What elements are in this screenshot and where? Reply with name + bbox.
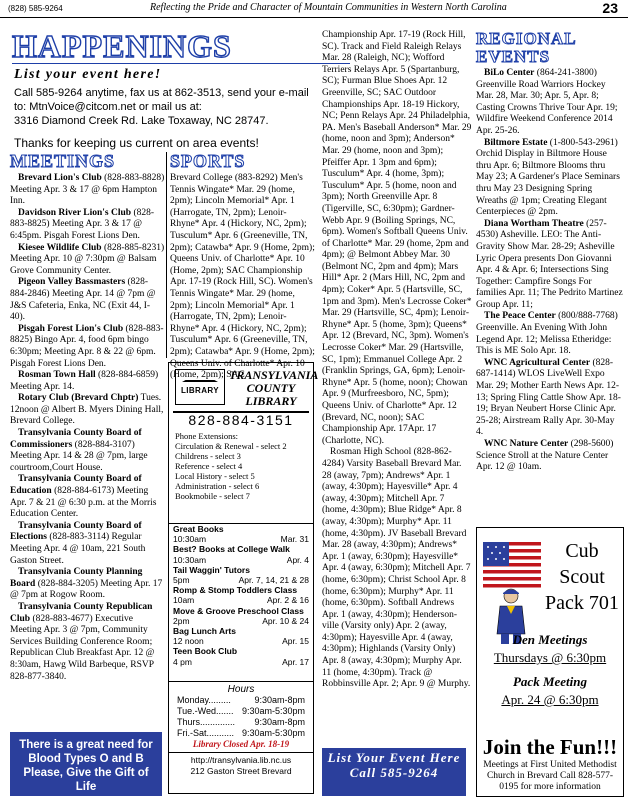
hours-row (169, 728, 313, 739)
library-class-row (169, 646, 313, 656)
library-class-date: Apr. 2 & 16 (266, 595, 309, 606)
american-flag-icon (483, 542, 541, 588)
library-class-name: Tail Waggin' Tutors (173, 564, 250, 575)
hours-row (169, 706, 313, 717)
meeting-org: Pisgah Forest Lion's Club (18, 323, 124, 334)
regional-details: (800/888-7768) Greenville. An Evening With John Legend Apr. 12; Melissa Etheridge: This is ME Solo Apr. 18. (476, 311, 618, 357)
thanks-line: Thanks for keeping us current on area events! (14, 136, 259, 150)
page-number: 23 (602, 0, 618, 16)
scout-title-line-2: Pack 701 (545, 592, 619, 614)
library-classes (169, 523, 313, 667)
regional-details: (1-800-543-2961) Orchid Display in Biltmore House thru Apr. 6; Biltmore Blooms thru May 23; A Gardener's Place Seminars thru May 23 Designing Spring Wreaths @ 1pm; Creating Elegant Centerpieces @ 2pm. (476, 137, 620, 218)
regional-org: WNC Nature Center (484, 439, 569, 449)
cub-scout-ad (476, 527, 624, 797)
library-class-name: Best? Books at College Walk (173, 544, 290, 555)
hours-time: 9:30am-5:30pm (241, 706, 305, 716)
library-class-name: Teen Book Club (173, 646, 238, 657)
header-tagline: Reflecting the Pride and Character of Mountain Communities in Western North Carolina (150, 2, 507, 13)
meeting-item (10, 277, 165, 323)
regional-item (476, 358, 624, 439)
sports-heading: SPORTS (170, 151, 246, 171)
meeting-org: Pigeon Valley Bassmasters (18, 277, 126, 288)
regional-column (476, 30, 624, 474)
scout-location: Meetings at First United Methodist Church in Brevard Call 828-577-0195 for more information (483, 760, 617, 792)
library-box (168, 362, 319, 794)
library-extension: Administration - select 6 (175, 481, 260, 491)
library-closed: Library Closed Apr. 18-19 (192, 739, 290, 749)
hours-day: Thurs.............. (177, 717, 236, 727)
address-line: 3316 Diamond Creek Rd. Lake Toxaway, NC 28747. (14, 115, 269, 127)
meeting-org: Transylvania County Board of Elections (10, 520, 142, 543)
meeting-item (10, 567, 165, 602)
library-class-row (169, 606, 313, 616)
library-logo (175, 369, 225, 405)
title-rule (12, 63, 350, 64)
regional-item (476, 68, 624, 138)
meeting-details: (828-884-2846) Meeting Apr. 14 @ 7pm @ J&S Cafeteria, Enka, NC (Exit 44, I-40). (10, 277, 156, 323)
meeting-org: Davidson River Lion's Club (18, 207, 132, 218)
library-title: TRANSYLVANIA COUNTY LIBRARY (229, 368, 319, 408)
meeting-details: (828-883-8825) Meeting Apr. 3 & 17 @ 6:45pm. Pisgah Forest Lions Den. (10, 207, 155, 241)
header-phone: (828) 585-9264 (8, 4, 63, 13)
list-event-subtitle: List your event here! (14, 67, 162, 82)
list-event-box: List Your Event Here Call 585-9264 (322, 748, 466, 796)
hours-day: Fri.-Sat........... (177, 728, 235, 738)
regional-details: (864-241-3800) Greenville Road Warriors Hockey Mar. 28, Mar. 30; Apr. 5, Apr. 8; Casting Crowns Thrive Tour Apr. 19; Wildfire Weekend Conference 2014 Apr. 25-26. (476, 68, 618, 136)
pack-meeting-label: Pack Meeting (512, 674, 587, 689)
regional-list (476, 68, 624, 474)
sports-brevard-continued: Championship Apr. 17-19 (Rock Hill, SC). Track and Field Raleigh Relays Mar. 28 (Raleigh, NC); Wofford Terriers Relays Apr. 5 (Spartanburg, SC); Furman Blue Shoes Apr. 12 Greenville, SC; SAC Outdoor Championships Apr. 18-19 Hickory, NC; Penn Relays Apr. 24 Philadelphia, PA. Men's Baseball Anderson* Mar. 29 (home, noon and 3pm); Anderson* Mar. 29 (home, noon and 3pm); Pfeiffer Apr. 1 3pm and 6pm); Tusculum* Apr. 4 (home, 3pm); Tusculum* Apr. 5 (home, noon and 3pm); North Greenville Apr. 8 (Tigerville, SC, 6:30pm); Gardner-Webb Apr. 9 (Boiling Springs, NC, 6pm). Women's Softball Queens Univ. of Charlotte* Mar. 29 (home, 2pm and 4pm); @ Belmont Abbey Mar. 30 (Belmont NC, 2pm and 4pm); Mars Hill* Apr. 2 (Mars Hill, NC, 2pm and 4pm); Coker* Apr. 5 (Hartsville, SC, 1pm and 3pm). Men's Lecrosse Coker* Mar. 29 (Hartsville, SC, 4pm); Lenoir-Rhyne* Apr. 5 (home, 3pm); Queens* Apr. 12 (Brevard, NC, 3pm). Women's Lecrosse Coker* Mar. 29 (Hartsville, SC, 1pm); Emmanuel College Apr. 2 (Franklin Springs, GA, 6pm); Lenoir-Rhyne* Apr. 5 (home, noon); Chowan Apr. 9 (Murfreesboro, NC, 5pm); Queens Univ. of Charlotte* Apr. 12 (Brevard, NC, noon); SAC Championship Apr. 17Apr. 17 (Charlotte, NC). (322, 30, 472, 446)
library-class-name: 12 noon (173, 636, 204, 647)
library-class-row (169, 616, 313, 626)
meeting-details: (828-883-3114) Regular Meeting Apr. 4 @ 10am, 221 South Gaston Street. (10, 532, 146, 566)
meeting-item (10, 173, 165, 208)
library-class-row (169, 544, 313, 554)
den-meetings-label: Den Meetings (512, 632, 588, 647)
hours-list (169, 695, 313, 739)
hours-time: 9:30am-8pm (254, 695, 305, 705)
happenings-title: HAPPENINGS (12, 28, 232, 64)
meeting-item (10, 243, 165, 278)
meeting-org: Transylvania County Board of Commissioners (10, 428, 142, 450)
regional-details: (257-4530) Asheville. LEO: The Anti-Gravity Show Mar. 28-29; Asheville Lyric Opera presents Don Giovanni Apr. 4 & Apr. 6; Intersections Sing Together: Campfire Songs For families Apr. 11; The Pedrito Martinez Group Apr. 11; (476, 218, 623, 310)
meeting-details: (828-884-6173) Meeting Apr. 7 & 21 @ 6:30 p.m. at the Morris Education Center. (10, 486, 157, 520)
meeting-details: (828-884-3205) Meeting Apr. 17 @ 7pm at Rogow Room. (10, 578, 163, 601)
hours-time: 9:30am-5:30pm (241, 728, 305, 738)
library-class-name: Move & Groove Preschool Class (173, 605, 304, 616)
regional-item (476, 219, 624, 312)
meeting-item (10, 474, 165, 520)
library-extension: Local History - select 5 (175, 471, 255, 481)
meeting-details: (828-883-4677) Executive Meeting Apr. 3 @ 7pm, Community Services Building Conference Room; Republican Club Breakfast Apr. 12 @ 8:30am, Hawg Wild Barbeque, RSVP 828-877-3840. (10, 613, 155, 682)
regional-org: WNC Agricultural Center (484, 357, 591, 368)
hours-row (169, 717, 313, 728)
library-class-date: Apr. 10 & 24 (262, 615, 309, 626)
meeting-details: (828-884-6859) Meeting Apr. 14. (10, 370, 159, 392)
hours-title: Hours (227, 684, 255, 695)
page-header (0, 0, 628, 18)
meeting-details: (828-883-8825) Bingo Apr. 4, food 6pm bingo 6:30pm; Meeting Apr. 8 & 22 @ 6pm. Pisgah Forest Lions Den. (10, 323, 164, 369)
regional-item (476, 311, 624, 357)
library-hours (169, 681, 313, 777)
library-url[interactable]: http://transylvania.lib.nc.us (169, 752, 313, 766)
regional-item (476, 439, 624, 474)
hours-time: 9:30am-8pm (254, 717, 305, 727)
regional-org: Diana Wortham Theatre (484, 218, 584, 229)
scout-title-line-1: Cub Scout (559, 540, 605, 588)
library-class-row (169, 626, 313, 636)
meeting-org: Transylvania County Planning Board (10, 567, 143, 589)
library-class-date: Apr. 4 (286, 554, 309, 565)
sports-column-1 (170, 152, 316, 382)
library-extensions (175, 431, 309, 501)
meeting-details: (828-885-8231) Meeting Apr. 10 @ 7:30pm @ Balsam Grove Community Center. (10, 242, 165, 276)
hours-day: Monday......... (177, 695, 231, 705)
meeting-item (10, 521, 165, 567)
meeting-item (10, 324, 165, 370)
meeting-details: (828-884-3107) Meeting Apr. 14 & 28 @ 7pm, large courtroom,Court House. (10, 439, 148, 473)
call-line: Call 585-9264 anytime, fax us at 862-3513, send your e-mail (14, 87, 309, 99)
library-class-row (169, 524, 313, 534)
library-roof-icon (182, 372, 218, 382)
hours-row (169, 695, 313, 706)
meetings-heading: MEETINGS (10, 151, 116, 171)
regional-org: BiLo Center (484, 68, 535, 78)
library-class-name: Romp & Stomp Toddlers Class (173, 585, 298, 596)
library-class-date: Apr. 15 (282, 636, 309, 647)
meeting-org: Rotary Club (Brevard Chptr) (18, 393, 139, 404)
meeting-org: Transylvania County Republican Club (10, 601, 153, 624)
library-class-name: 10am (173, 595, 195, 606)
library-extension: Reference - select 4 (175, 461, 243, 471)
library-class-row (169, 565, 313, 575)
regional-details: (828-687-1414) WLOS LiveWell Expo Mar. 29; Mother Earth News Apr. 12-13; Spring Fling Cattle Show Apr. 18-19; Bryan Neubert Horse Clinic Apr. 25-28; Airstream Rally Apr. 30-May 4. (476, 357, 621, 438)
blood-banner: There is a great need for Blood Types O and B Please, Give the Gift of Life (10, 732, 162, 796)
meeting-org: Rosman Town Hall (18, 370, 96, 381)
library-class-name: 10:30am (173, 534, 207, 545)
library-extension: Bookmobile - select 7 (175, 491, 250, 501)
meeting-org: Transylvania County Board of Education (10, 474, 142, 497)
pack-meeting-time: Apr. 24 @ 6:30pm (501, 692, 599, 707)
library-class-name: 4 pm (173, 656, 192, 667)
column-divider (166, 152, 167, 358)
library-phone: 828-884-3151 (173, 411, 309, 425)
library-class-row (169, 657, 313, 667)
library-extension: Childrens - select 3 (175, 451, 241, 461)
library-logo-text: LIBRARY (180, 386, 220, 395)
meeting-org: Brevard Lion's Club (18, 173, 102, 183)
sports-rosman-high: Rosman High School (828-862-4284) Varsity Baseball Brevard Mar. 28 (away, 7pm); Andrews* Apr. 1 (away, 4:30pm); Hayesville* Apr. 4 (away, 4:30pm); Mitchell Apr. 7 (home, 4:30pm); Blue Ridge* Apr. 8 (away, 4:30pm); Murphy* Apr. 11 (home, 4:30pm). JV Baseball Brevard Mar. 28 (away, 4:30pm); Andrews* Apr. 1 (away, 6:30pm); Hayesville* Apr. 4 (away, 6:30pm); Mitchell Apr. 7 (home, 6:30pm); Christ School Apr. 8 (home, 6:30pm); Murphy* Apr. 11 (home, 6:30pm). Softball Andrews Apr. 1 (away, 4:30pm); Henderson-ville (Varsity only) Apr. 2 (away, 4:30pm); Hayesville Apr. 4 (away, 4:30pm); Highlands (Varsity Only) Apr. 8 (away, 4:30pm); Murphy Apr. 11 (home, 4:30pm). Track @ Robbinsville Apr. 2; Apr. 9 @ Murphy. (322, 447, 471, 690)
regional-org: Biltmore Estate (484, 137, 548, 148)
meetings-list (10, 173, 165, 683)
library-class-name: Great Books (173, 524, 224, 534)
sports-column-2 (322, 30, 472, 691)
meeting-item (10, 208, 165, 243)
join-the-fun: Join the Fun!!! (482, 735, 618, 759)
library-class-name: 2pm (173, 615, 190, 626)
library-class-name: Bag Lunch Arts (173, 626, 236, 637)
library-class-row (169, 636, 313, 646)
library-class-row (169, 585, 313, 595)
library-class-row (169, 534, 313, 544)
library-extension: Circulation & Renewal - select 2 (175, 441, 287, 451)
meeting-details: Tues. 12noon @ Albert B. Myers Dining Hall, Brevard College. (10, 393, 164, 427)
meetings-column (10, 152, 165, 683)
meeting-org: Kiesee Wildlife Club (18, 242, 102, 253)
regional-details: (298-5600) Science Stroll at the Nature Center Apr. 12 @ 10am. (476, 439, 614, 473)
library-class-name: 10:30am (173, 554, 207, 565)
regional-org: The Peace Center (484, 311, 556, 322)
meeting-item (10, 393, 165, 428)
scout-title (541, 538, 623, 616)
library-address: 212 Gaston Street Brevard (190, 766, 292, 776)
library-class-name: 5pm (173, 575, 190, 586)
regional-item (476, 138, 624, 219)
library-extension: Phone Extensions: (175, 431, 239, 441)
meeting-details: (828-883-8828) Meeting Apr. 3 & 17 @ 6pm Hampton Inn. (10, 173, 165, 207)
library-class-row (169, 595, 313, 605)
library-class-row (169, 575, 313, 585)
meeting-item (10, 428, 165, 474)
email-line: to: MtnVoice@citcom.net or mail us at: (14, 101, 202, 113)
sports-brevard-college: Brevard College (883-8292) Men's Tennis Wingate* Mar. 29 (home, 2pm); Lincoln Memorial* Apr. 1 (Harrogate, TN, 2pm); Lenoir-Rhyne* Apr. 4 (Hickory, NC, 2pm); Tusculum* Apr. 6 (Greeneville, TN, 2pm); Catawba* Apr. 9 (Home, 2pm); Queens Univ. of Charlotte* Apr. 10 (Home, 2pm); SAC Championship Apr. 17-19 (Rock Hill, SC). Women's Tennis Wingate* Mar. 29 (home, 2pm); Lincoln Memorial* Apr. 1 (Harrogate, TN, 2pm); Lenoir-Rhyne* Apr. 4 (Hickory, NC, 2pm); Tusculum* Apr. 6 (Greeneville, TN, 2pm); Catawba* Apr. 9 (Home, 2pm); Queens Univ. of Charlotte* Apr. 10 (Home, 2pm); SAC (170, 173, 315, 381)
den-meetings-time: Thursdays @ 6:30pm (493, 650, 607, 665)
library-class-date: Mar. 31 (280, 534, 309, 545)
hours-day: Tue.-Wed....... (177, 706, 234, 716)
library-class-row (169, 555, 313, 565)
meeting-item (10, 602, 165, 683)
contact-info (14, 86, 354, 128)
regional-heading: REGIONAL EVENTS (476, 29, 576, 66)
meeting-item (10, 370, 165, 393)
library-class-date: Apr. 17 (282, 656, 309, 667)
library-class-date: Apr. 7, 14, 21 & 28 (238, 575, 309, 586)
